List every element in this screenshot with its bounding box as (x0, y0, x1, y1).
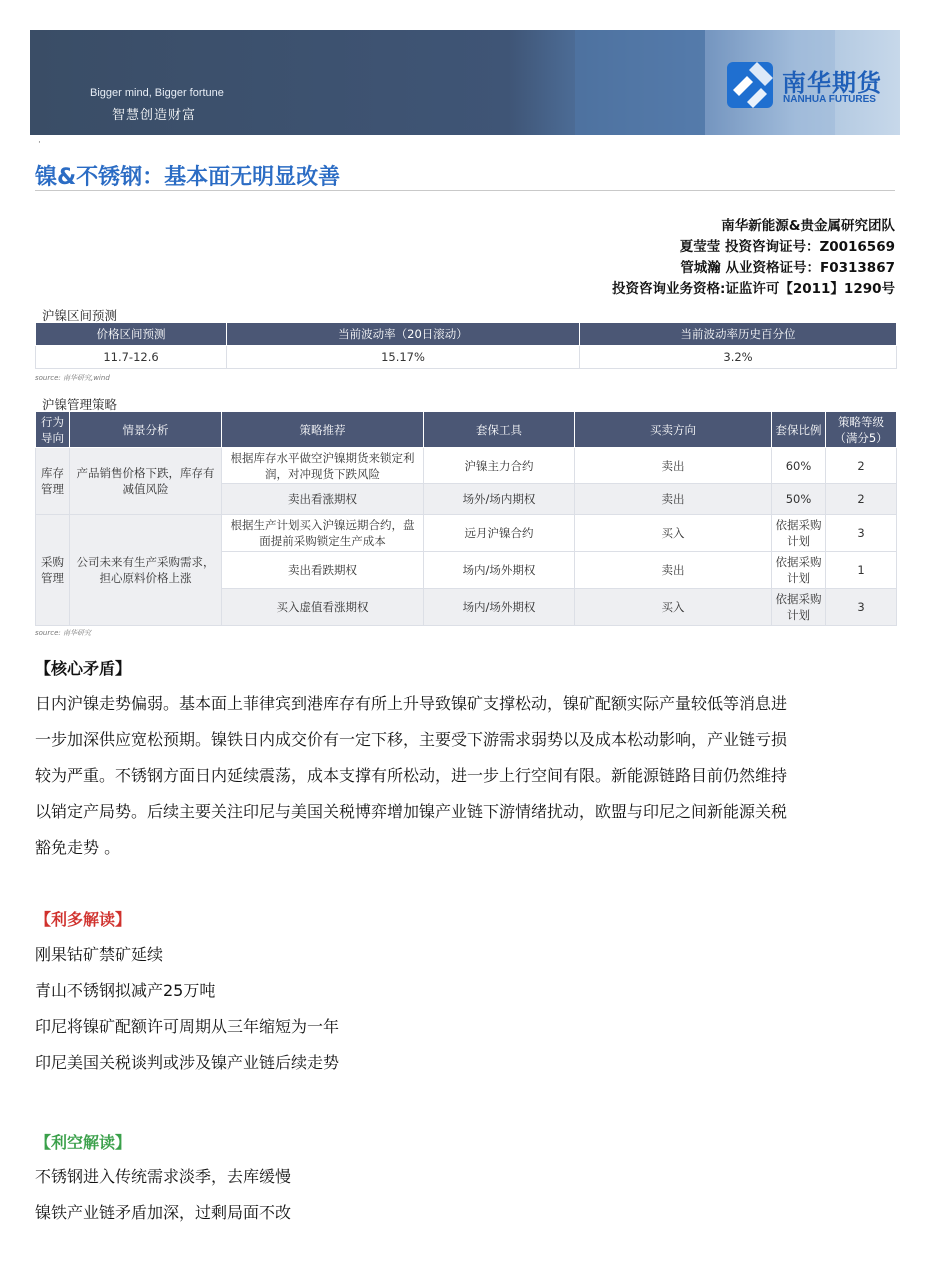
list-item: 青山不锈钢拟减产25万吨 (35, 981, 216, 1000)
table-cell: 2 (826, 448, 897, 484)
table-cell: 1 (826, 552, 897, 589)
list-item: 不锈钢进入传统需求淡季，去库缓慢 (35, 1167, 292, 1186)
core-paragraph (35, 686, 890, 866)
paragraph-line: 豁免走势 。 (35, 838, 121, 857)
table-cell: 卖出看跌期权 (222, 552, 424, 589)
list-item: 镍铁产业链矛盾加深，过剩局面不改 (35, 1203, 292, 1222)
bullish-list (35, 937, 339, 1081)
header-banner (30, 30, 900, 135)
table-cell: 根据生产计划买入沪镍远期合约，盘面提前采购锁定生产成本 (222, 515, 424, 552)
table-cell: 依据采购计划 (772, 515, 826, 552)
table-cell: 2 (826, 484, 897, 515)
company-logo (727, 60, 892, 110)
scenario-cell: 公司未来有生产采购需求，担心原料价格上涨 (70, 515, 222, 626)
source-note: source: 南华研究 (35, 629, 91, 637)
table-cell: 买入虚值看涨期权 (222, 589, 424, 626)
logo-name-chinese: 南华期货 (782, 69, 882, 97)
list-item: 刚果钴矿禁矿延续 (35, 945, 164, 964)
author-line: 夏莹莹 投资咨询证号：Z0016569 (679, 239, 895, 255)
source-note: source: 南华研究,wind (35, 374, 110, 382)
table-cell: 卖出 (575, 552, 772, 589)
banner-strip (575, 30, 705, 135)
paragraph-line: 一步加深供应宽松预期。镍铁日内成交价有一定下移，主要受下游需求弱势以及成本松动影响，产业链亏损 (35, 730, 788, 749)
strategy-table (35, 411, 897, 626)
list-item: 印尼将镍矿配额许可周期从三年缩短为一年 (35, 1017, 340, 1036)
slogan-english: Bigger mind, Bigger fortune (90, 87, 224, 99)
table-header: 当前波动率（20日滚动） (227, 323, 580, 346)
table-header: 买卖方向 (575, 412, 772, 448)
table-header: 套保比例 (772, 412, 826, 448)
table-cell: 50% (772, 484, 826, 515)
bullet-dot: · (38, 138, 41, 148)
nanhua-logo-icon (727, 62, 773, 108)
paragraph-line: 日内沪镍走势偏弱。基本面上菲律宾到港库存有所上升导致镍矿支撑松动，镍矿配额实际产量较低等消息进 (35, 694, 788, 713)
title-divider (35, 190, 895, 191)
table-cell: 15.17% (227, 346, 580, 369)
table-header: 策略等级（满分5） (826, 412, 897, 448)
scenario-cell: 产品销售价格下跌，库存有减值风险 (70, 448, 222, 515)
list-item: 印尼美国关税谈判或涉及镍产业链后续走势 (35, 1053, 340, 1072)
table-cell: 卖出 (575, 484, 772, 515)
author-block (612, 216, 895, 300)
bullish-heading: 【利多解读】 (35, 910, 132, 929)
table-header: 当前波动率历史百分位 (580, 323, 897, 346)
table-cell: 3.2% (580, 346, 897, 369)
author-line: 管城瀚 从业资格证号：F0313867 (680, 260, 895, 276)
table-cell: 60% (772, 448, 826, 484)
range-table-label: 沪镍区间预测 (42, 308, 118, 323)
bearish-list (35, 1159, 291, 1231)
table-cell: 依据采购计划 (772, 552, 826, 589)
bearish-heading: 【利空解读】 (35, 1133, 132, 1152)
table-cell: 买入 (575, 515, 772, 552)
table-header: 行为导向 (36, 412, 70, 448)
table-cell: 依据采购计划 (772, 589, 826, 626)
core-heading: 【核心矛盾】 (35, 659, 132, 678)
table-cell: 根据库存水平做空沪镍期货来锁定利润，对冲现货下跌风险 (222, 448, 424, 484)
table-cell: 场内/场外期权 (424, 589, 575, 626)
table-cell: 3 (826, 589, 897, 626)
table-header: 价格区间预测 (36, 323, 227, 346)
table-cell: 场外/场内期权 (424, 484, 575, 515)
table-cell: 场内/场外期权 (424, 552, 575, 589)
table-cell: 卖出 (575, 448, 772, 484)
behavior-cell: 库存管理 (36, 448, 70, 515)
table-header: 套保工具 (424, 412, 575, 448)
paragraph-line: 以销定产局势。后续主要关注印尼与美国关税博弈增加镍产业链下游情绪扰动，欧盟与印尼之间新能源关税 (35, 802, 788, 821)
logo-name-english: NANHUA FUTURES (783, 94, 876, 105)
range-forecast-table (35, 322, 897, 369)
strategy-table-label: 沪镍管理策略 (42, 397, 118, 412)
behavior-cell: 采购管理 (36, 515, 70, 626)
table-cell: 11.7-12.6 (36, 346, 227, 369)
table-header: 策略推荐 (222, 412, 424, 448)
table-cell: 沪镍主力合约 (424, 448, 575, 484)
license-line: 投资咨询业务资格:证监许可【2011】1290号 (611, 281, 895, 297)
table-cell: 买入 (575, 589, 772, 626)
table-cell: 卖出看涨期权 (222, 484, 424, 515)
table-cell: 3 (826, 515, 897, 552)
slogan-chinese: 智慧创造财富 (112, 108, 197, 123)
team-name: 南华新能源&贵金属研究团队 (721, 218, 895, 234)
paragraph-line: 较为严重。不锈钢方面日内延续震荡，成本支撑有所松动，进一步上行空间有限。新能源链路目前仍然维持 (35, 766, 788, 785)
report-title: 镍&不锈钢：基本面无明显改善 (35, 165, 341, 190)
table-header: 情景分析 (70, 412, 222, 448)
table-cell: 远月沪镍合约 (424, 515, 575, 552)
